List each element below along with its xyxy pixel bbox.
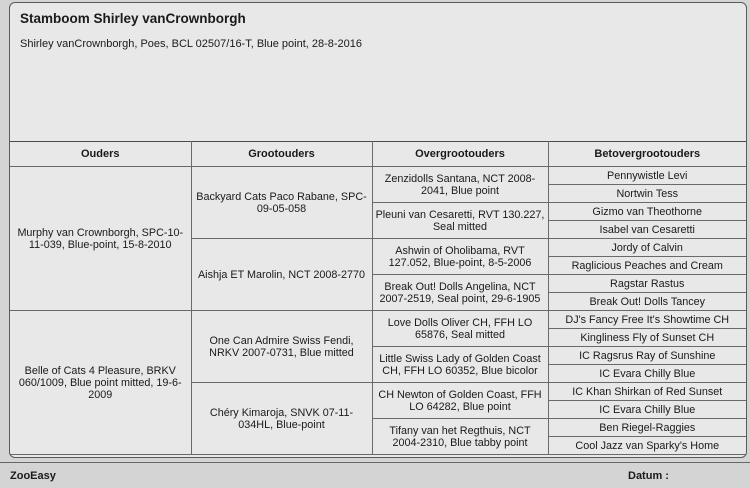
animal-summary: Shirley vanCrownborgh, Poes, BCL 02507/16-T, Blue point, 28-8-2016 <box>20 38 363 50</box>
page-title: Stamboom Shirley vanCrownborgh <box>20 11 246 26</box>
great-great-grandparent-1: Pennywistle Levi <box>548 167 746 185</box>
grandparent-4: Chéry Kimaroja, SNVK 07-11-034HL, Blue-point <box>191 383 372 455</box>
great-grandparent-8: Tifany van het Regthuis, NCT 2004-2310, Blue tabby point <box>372 419 548 455</box>
great-great-grandparent-10: Kingliness Fly of Sunset CH <box>548 329 746 347</box>
great-great-grandparent-14: IC Evara Chilly Blue <box>548 401 746 419</box>
column-header-overgrootouders: Overgrootouders <box>372 142 548 167</box>
grandparent-3: One Can Admire Swiss Fendi, NRKV 2007-0731, Blue mitted <box>191 311 372 383</box>
great-great-grandparent-4: Isabel van Cesaretti <box>548 221 746 239</box>
footer-datum-label: Datum : <box>628 470 669 482</box>
parent-sire: Murphy van Crownborgh, SPC-10-11-039, Blue-point, 15-8-2010 <box>10 167 191 311</box>
great-grandparent-3: Ashwin of Oholibama, RVT 127.052, Blue-point, 8-5-2006 <box>372 239 548 275</box>
column-header-ouders: Ouders <box>10 142 191 167</box>
great-grandparent-5: Love Dolls Oliver CH, FFH LO 65876, Seal mitted <box>372 311 548 347</box>
great-great-grandparent-6: Raglicious Peaches and Cream <box>548 257 746 275</box>
great-great-grandparent-2: Nortwin Tess <box>548 185 746 203</box>
great-great-grandparent-15: Ben Riegel-Raggies <box>548 419 746 437</box>
column-header-betovergrootouders: Betovergrootouders <box>548 142 746 167</box>
grandparent-2: Aishja ET Marolin, NCT 2008-2770 <box>191 239 372 311</box>
great-great-grandparent-9: DJ's Fancy Free It's Showtime CH <box>548 311 746 329</box>
footer-brand: ZooEasy <box>10 470 56 482</box>
great-great-grandparent-7: Ragstar Rastus <box>548 275 746 293</box>
column-header-grootouders: Grootouders <box>191 142 372 167</box>
great-great-grandparent-3: Gizmo van Theothorne <box>548 203 746 221</box>
great-great-grandparent-16: Cool Jazz van Sparky's Home <box>548 437 746 455</box>
footer <box>0 462 750 488</box>
great-great-grandparent-13: IC Khan Shirkan of Red Sunset <box>548 383 746 401</box>
great-grandparent-2: Pleuni van Cesaretti, RVT 130.227, Seal mitted <box>372 203 548 239</box>
pedigree-table <box>10 141 746 455</box>
header-row <box>10 142 746 167</box>
grandparent-1: Backyard Cats Paco Rabane, SPC-09-05-058 <box>191 167 372 239</box>
great-grandparent-4: Break Out! Dolls Angelina, NCT 2007-2519, Seal point, 29-6-1905 <box>372 275 548 311</box>
great-grandparent-1: Zenzidolls Santana, NCT 2008-2041, Blue point <box>372 167 548 203</box>
pedigree-sheet <box>9 2 747 458</box>
great-grandparent-7: CH Newton of Golden Coast, FFH LO 64282, Blue point <box>372 383 548 419</box>
great-great-grandparent-5: Jordy of Calvin <box>548 239 746 257</box>
great-great-grandparent-12: IC Evara Chilly Blue <box>548 365 746 383</box>
parent-dam: Belle of Cats 4 Pleasure, BRKV 060/1009, Blue point mitted, 19-6-2009 <box>10 311 191 455</box>
great-great-grandparent-11: IC Ragsrus Ray of Sunshine <box>548 347 746 365</box>
great-great-grandparent-8: Break Out! Dolls Tancey <box>548 293 746 311</box>
great-grandparent-6: Little Swiss Lady of Golden Coast CH, FFH LO 60352, Blue bicolor <box>372 347 548 383</box>
